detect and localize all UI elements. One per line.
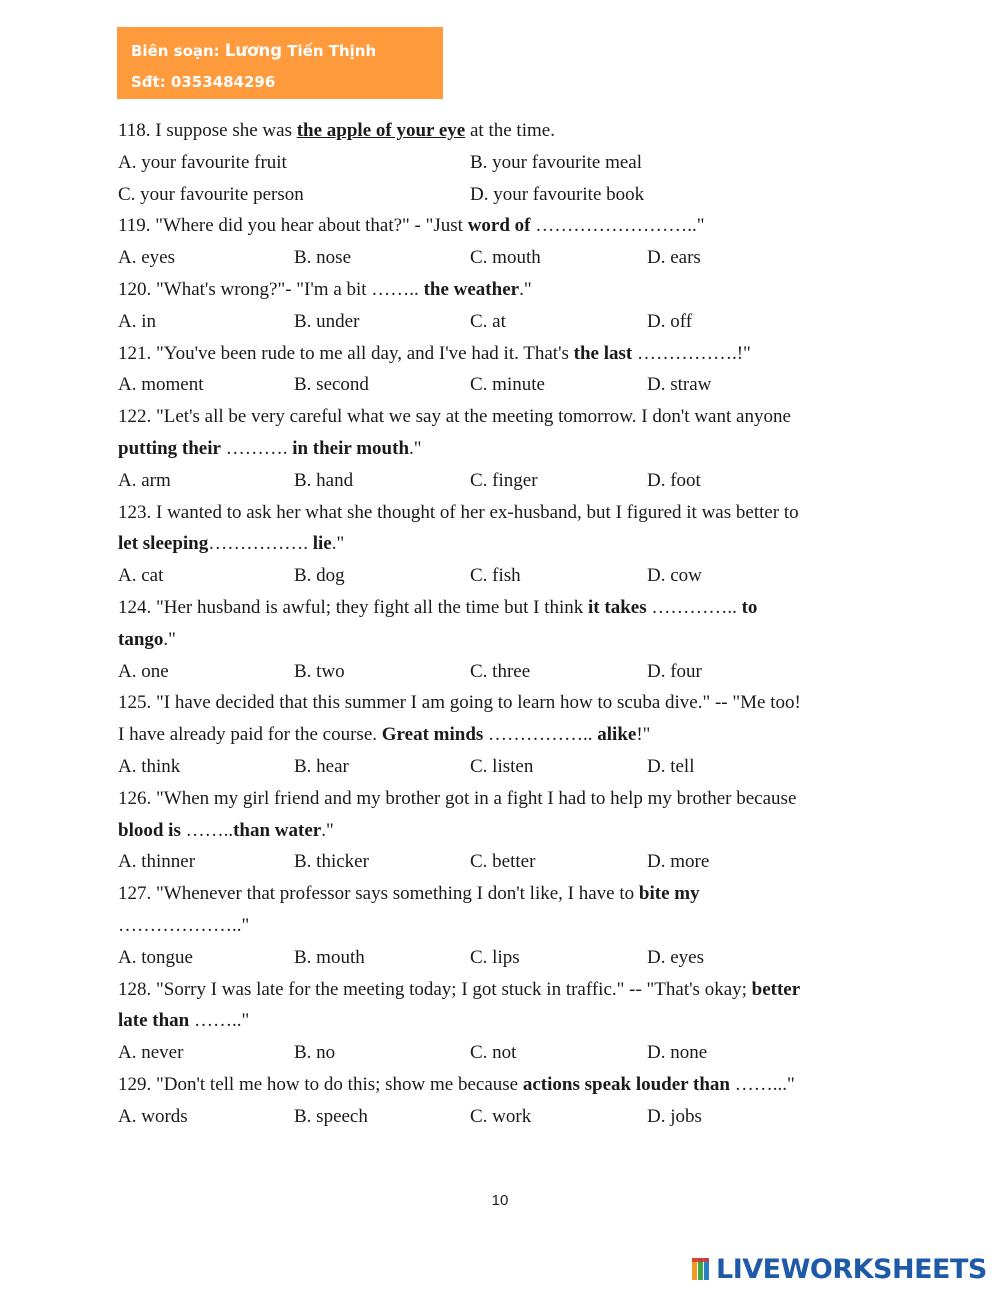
option-126-a[interactable]: A. thinner [118,851,196,873]
question-idiom: the apple of your eye [296,120,466,141]
options-124 [118,656,898,688]
question-idiom: lie [312,533,332,555]
question-idiom: putting their [118,437,221,459]
question-122 [118,401,898,433]
question-idiom: Great minds [381,724,484,746]
question-idiom: the weather [423,278,520,300]
option-126-d[interactable]: D. more [647,851,710,873]
question-text: ……..." [729,1073,795,1095]
options-120 [118,306,898,338]
page-number: 10 [491,1192,509,1209]
options-119 [118,242,898,274]
option-118-b[interactable]: B. your favourite meal [470,151,643,173]
option-123-a[interactable]: A. cat [118,565,164,587]
option-121-a[interactable]: A. moment [118,374,204,396]
question-119 [118,210,898,242]
question-text: 129. "Don't tell me how to do this; show me because [118,1073,523,1095]
question-idiom: tango [118,628,164,650]
question-128-cont [118,1005,898,1037]
question-122-cont [118,433,898,465]
option-125-d[interactable]: D. tell [647,755,695,777]
option-128-c[interactable]: C. not [470,1042,517,1064]
brand-name: LIVEWORKSHEETS [716,1253,987,1285]
option-128-d[interactable]: D. none [647,1042,708,1064]
question-text: 119. "Where did you hear about that?" - "Just [118,215,468,237]
options-126 [118,846,898,878]
question-text: ………. [220,437,293,459]
question-text: ." [409,437,422,459]
question-text: …………….. [483,724,598,746]
question-text: I have already paid for the course. [118,724,382,746]
options-118-row2 [118,179,898,211]
question-123 [118,497,898,529]
question-text: 124. "Her husband is awful; they fight all the time but I think [118,596,589,618]
author-label: Biên soạn: [131,42,225,60]
option-118-c[interactable]: C. your favourite person [118,183,304,205]
option-127-d[interactable]: D. eyes [647,946,704,968]
option-129-a[interactable]: A. words [118,1105,188,1127]
option-125-b[interactable]: B. hear [294,755,349,777]
options-121 [118,369,898,401]
question-text: at the time. [465,120,555,141]
option-126-c[interactable]: C. better [470,851,536,873]
question-idiom: to [741,596,758,618]
question-127-cont [118,910,898,942]
question-125 [118,687,898,719]
option-124-a[interactable]: A. one [118,660,169,682]
options-122 [118,465,898,497]
option-124-b[interactable]: B. two [294,660,345,682]
question-idiom: alike [597,724,637,746]
question-idiom: actions speak louder than [522,1073,730,1095]
option-122-a[interactable]: A. arm [118,469,171,491]
author-name-first: Lương [224,41,283,60]
option-128-a[interactable]: A. never [118,1042,184,1064]
option-121-b[interactable]: B. second [294,374,369,396]
question-idiom: late than [118,1010,190,1032]
question-124 [118,592,898,624]
question-text: …….. [180,819,234,841]
question-text: 121. "You've been rude to me all day, and I've had it. That's [118,342,574,364]
question-idiom: better [751,978,801,1000]
question-text: …………….!" [632,342,751,364]
question-127 [118,878,898,910]
options-118-row1 [118,147,898,179]
question-text: ." [321,819,334,841]
question-idiom: it takes [588,596,647,618]
option-124-d[interactable]: D. four [647,660,702,682]
question-text: ……………. [208,533,313,555]
question-text: ………….. [646,596,742,618]
phone-line: Sđt: 0353484296 [131,73,276,91]
option-121-c[interactable]: C. minute [470,374,545,396]
question-text: …………………….." [530,215,705,237]
option-127-c[interactable]: C. lips [470,946,520,968]
options-125 [118,751,898,783]
options-123 [118,560,898,592]
author-header-box [117,27,443,99]
question-text: !" [636,724,651,746]
option-120-d[interactable]: D. off [647,310,693,332]
option-128-b[interactable]: B. no [294,1042,336,1064]
options-128 [118,1037,898,1069]
option-119-a[interactable]: A. eyes [118,247,175,269]
questions-list [118,115,898,1133]
question-text: …….." [189,1010,250,1032]
question-text: 127. "Whenever that professor says something I don't like, I have to [118,883,639,905]
option-122-d[interactable]: D. foot [647,469,701,491]
question-126 [118,783,898,815]
question-idiom: let sleeping [118,533,209,555]
option-118-a[interactable]: A. your favourite fruit [118,151,287,173]
option-122-c[interactable]: C. finger [470,469,538,491]
option-123-b[interactable]: B. dog [294,565,345,587]
option-129-b[interactable]: B. speech [294,1105,368,1127]
question-118 [118,115,898,147]
option-129-d[interactable]: D. jobs [647,1105,702,1127]
question-text: 120. "What's wrong?"- "I'm a bit …….. [118,278,424,300]
option-120-b[interactable]: B. under [294,310,360,332]
question-text: ." [331,533,345,555]
question-text: 126. "When my girl friend and my brother got in a fight I had to help my brother because [118,787,797,809]
question-text: ." [163,628,176,650]
option-119-c[interactable]: C. mouth [470,247,541,269]
option-126-b[interactable]: B. thicker [294,851,369,873]
question-idiom: bite my [638,883,700,905]
question-text: 128. "Sorry I was late for the meeting today; I got stuck in traffic." -- "That's okay; [118,978,752,1000]
question-125-cont [118,719,898,751]
option-118-d[interactable]: D. your favourite book [470,183,645,205]
options-127 [118,942,898,974]
question-text: 125. "I have decided that this summer I am going to learn how to scuba dive." -- "Me too! [118,692,801,714]
author-line [131,35,443,67]
option-120-a[interactable]: A. in [118,310,156,332]
question-text: ." [519,278,532,300]
question-idiom: than water [233,819,322,841]
option-129-c[interactable]: C. work [470,1105,532,1127]
option-119-d[interactable]: D. ears [647,247,701,269]
options-129 [118,1101,898,1133]
question-120 [118,274,898,306]
option-125-c[interactable]: C. listen [470,755,534,777]
option-125-a[interactable]: A. think [118,755,181,777]
question-idiom: word of [467,215,531,237]
question-text: ……………….." [118,914,250,936]
question-idiom: blood is [118,819,181,841]
liveworksheets-logo-icon [692,1256,712,1282]
option-121-d[interactable]: D. straw [647,374,712,396]
question-126-cont [118,815,898,847]
question-129 [118,1069,898,1101]
question-text: 123. I wanted to ask her what she thought of her ex-husband, but I figured it was better to [118,501,799,523]
question-text: 118. I suppose she was [118,120,297,141]
option-127-a[interactable]: A. tongue [118,946,193,968]
option-123-d[interactable]: D. cow [647,565,702,587]
option-122-b[interactable]: B. hand [294,469,354,491]
question-text: 122. "Let's all be very careful what we say at the meeting tomorrow. I don't want anyone [118,406,791,428]
question-124-cont [118,624,898,656]
question-121 [118,338,898,370]
question-123-cont [118,528,898,560]
option-127-b[interactable]: B. mouth [294,946,365,968]
option-120-c[interactable]: C. at [470,310,506,332]
author-name-rest: Tiến Thịnh [282,42,377,60]
question-idiom: the last [573,342,633,364]
option-119-b[interactable]: B. nose [294,247,351,269]
liveworksheets-brand[interactable] [692,1253,987,1285]
question-128 [118,974,898,1006]
option-123-c[interactable]: C. fish [470,565,521,587]
option-124-c[interactable]: C. three [470,660,531,682]
question-idiom: in their mouth [292,437,410,459]
